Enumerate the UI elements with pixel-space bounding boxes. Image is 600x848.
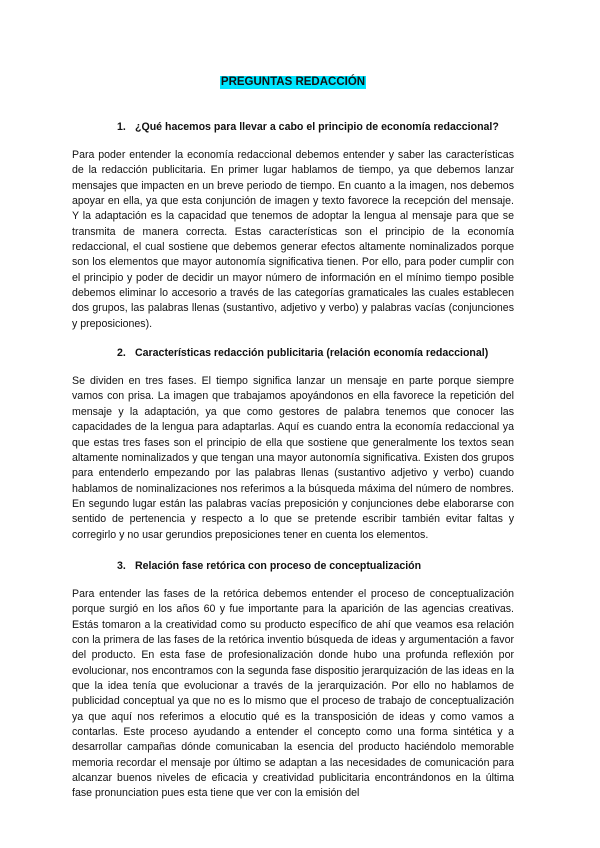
section-2-heading xyxy=(72,346,514,360)
section-3-number: 3. xyxy=(117,559,126,572)
section-2-body: Se dividen en tres fases. El tiempo significa lanzar un mensaje en parte porque siempre vamos con prisa. La imagen que trabajamos apoyándonos en ella favorece la repetición del mensaje y la adaptación, ya que como gestores de palabra tenemos que conocer las capacidades de la lengua para adaptarlas. Aquí es cuando entra la economía redaccional ya que estas tres fases son el principio de ella que sostiene que generalmente los textos sean altamente nominalizados y que tengan una mayor autonomía significativa. Existen dos grupos para entenderlo empezando por las palabras llenas (sustantivo adjetivo y verbo) cuando hablamos de nominalizaciones nos referimos a la búsqueda máxima del número de nombres. En segundo lugar están las palabras vacías preposición y conjunciones debe elaborarse con sentido de pertenencia y respecto a lo que se pretende escribir también evitar faltas y corregirlo y no usar gerundios preposiciones tener en cuenta los elementos. xyxy=(72,375,514,541)
document-title: PREGUNTAS REDACCIÓN xyxy=(220,76,366,88)
section-3-body: Para entender las fases de la retórica debemos entender el proceso de conceptualización porque surgió en los años 60 y fue importante para la aparición de las agencias creativas. Estás tomaron a la creatividad como su producto específico de ahí que veamos esa relación con la primera de las fases de la retórica inventio búsqueda de ideas y argumentación a favor del producto. En esta fase de profesionalización donde hubo una profunda reflexión por evolucionar, nos encontramos con la segunda fase dispositio jerarquización de las ideas en la que la idea tenía que evolucionar a través de la jerarquización. Por ello no hablamos de publicidad conceptual ya que no es lo mismo que el proceso de trabajo de conceptualización ya que aquí nos referimos a elocutio qué es la transposición de ideas y como vamos a contarlas. Este proceso ayudando a entender el concepto como una forma sintética y a desarrollar campañas dónde comunicaban la esencia del producto haciéndolo memorable memoria recordar el mensaje por último se adaptan a las necesidades de comunicación para alcanzar buenos niveles de eficacia y creatividad publicitaria encontrándonos en la última fase pronunciation pues esta tiene que ver con la emisión del xyxy=(72,587,514,800)
section-3-heading-text: Relación fase retórica con proceso de conceptualización xyxy=(135,559,422,572)
section-3-heading xyxy=(72,559,514,573)
section-2-number: 2. xyxy=(117,347,126,360)
section-1-heading-text: ¿Qué hacemos para llevar a cabo el principio de economía redaccional? xyxy=(135,121,499,133)
section-1-number: 1. xyxy=(117,121,126,133)
section-1-heading xyxy=(72,120,514,134)
title-container xyxy=(72,72,514,90)
section-2-heading-text: Características redacción publicitaria (relación economía redaccional) xyxy=(135,347,489,360)
section-1-body: Para poder entender la economía redaccional debemos entender y saber las características de la redacción publicitaria. En primer lugar hablamos de tiempo, ya que debemos lanzar mensajes que impacten en un breve periodo de tiempo. En cuanto a la imagen, nos debemos apoyar en ella, ya que esta conjunción de imagen y texto favorece la recepción del mensaje. Y la adaptación es la capacidad que tenemos de adoptar la lengua al mensaje para que se transmita de manera correcta. Estas características son el principio de la economía redaccional, el cual sostiene que debemos generar efectos altamente nominalizados porque son los elementos que mayor autonomía significativa tienen. Por ello, para poder cumplir con el principio y poder de decidir un mayor número de información en el mínimo tiempo posible debemos eliminar lo accesorio a través de las categorías gramaticales las cuales establecen dos grupos, las palabras llenas (sustantivo, adjetivo y verbo) y palabras vacías (conjunciones y preposiciones). xyxy=(72,149,514,330)
